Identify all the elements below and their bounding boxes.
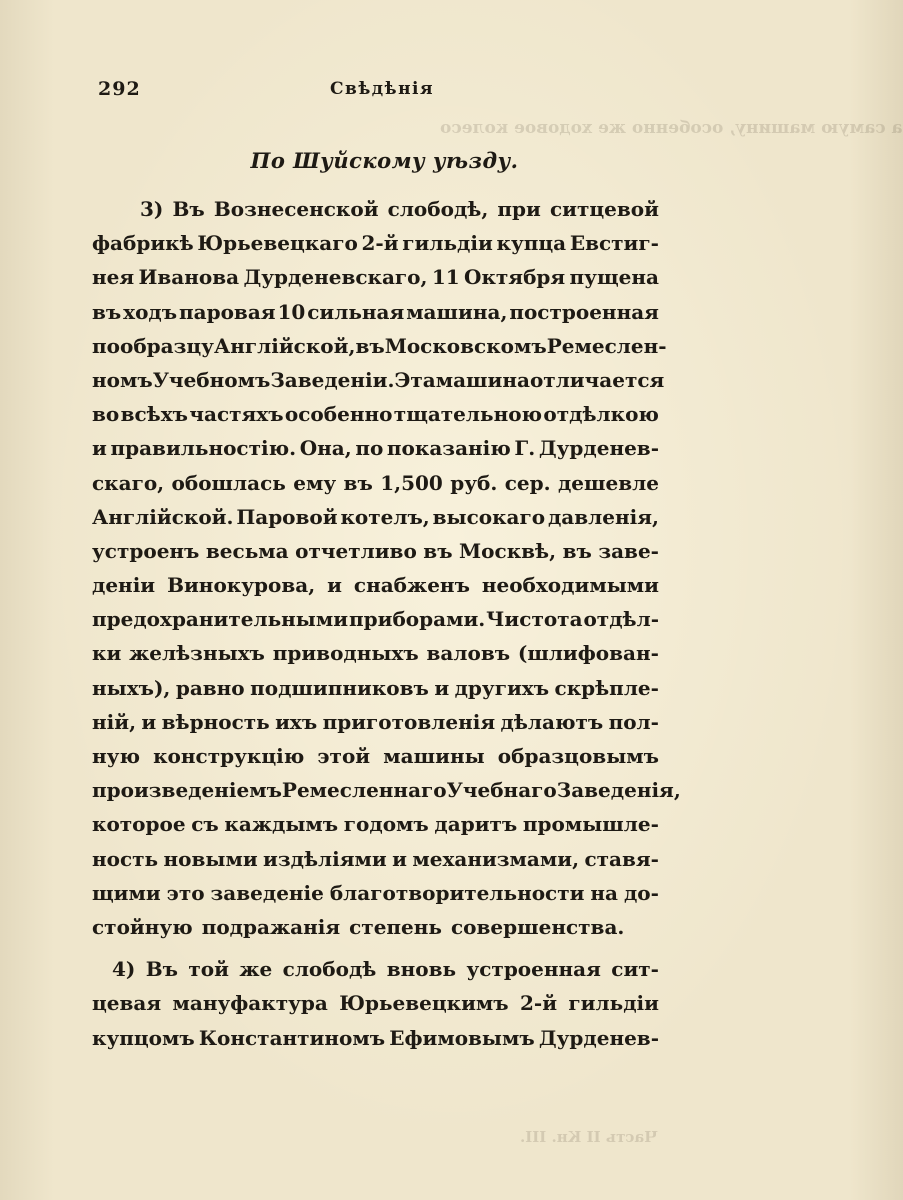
- text-line: ныхъ), равно подшипниковъ и другихъ скрѣпле-: [92, 675, 659, 700]
- section-title: [0, 148, 693, 173]
- section-title-text: По Шуйскому уѣзду.: [250, 148, 519, 173]
- text-line: фабрикѣ Юрьевецкаго 2-й гильдіи купца Евстиг-: [92, 231, 659, 256]
- text-line: деніи Винокурова, и снабженъ необходимыми: [92, 573, 659, 598]
- page-number: 292: [98, 78, 141, 100]
- page-header: [98, 78, 658, 102]
- body-text: [92, 192, 681, 1055]
- text-line: произведеніемъ Ремесленнаго Учебнаго Заведенія,: [92, 778, 681, 803]
- text-line: 3) Въ Вознесенской слободѣ, при ситцевой: [140, 197, 659, 221]
- bleed-through-text: Часть II Кн. III.: [520, 1128, 658, 1146]
- text-line: купцомъ Константиномъ Ефимовымъ Дурденев-: [92, 1025, 659, 1050]
- text-line: предохранительными приборами. Чистота отдѣл-: [92, 607, 659, 632]
- text-line: 4) Въ той же слободѣ вновь устроенная сит-: [112, 957, 659, 982]
- text-line: устроенъ весьма отчетливо въ Москвѣ, въ заве-: [92, 538, 659, 563]
- text-line: которое съ каждымъ годомъ даритъ промышле-: [92, 812, 659, 837]
- text-line: ную конструкцію этой машины образцовымъ: [92, 744, 659, 768]
- bleed-through-text: а самую машину, особенно же ходовое колесо: [440, 118, 903, 138]
- text-line: скаго, обошлась ему въ 1,500 руб. сер. дешевле: [92, 470, 659, 495]
- text-line: ность новыми издѣліями и механизмами, ставя-: [92, 846, 659, 871]
- text-line: Англійской. Паровой котелъ, высокаго давленія,: [92, 504, 659, 529]
- text-line: ки желѣзныхъ приводныхъ валовъ (шлифован-: [92, 641, 659, 666]
- text-line: во всѣхъ частяхъ особенно тщательною отдѣлкою: [92, 402, 659, 427]
- running-head: Свѣдѣнія: [330, 79, 435, 99]
- text-line: стойную подражанія степень совершенства.: [92, 914, 625, 939]
- text-line: ній, и вѣрность ихъ приготовленія дѣлаютъ пол-: [92, 709, 659, 734]
- text-line: по образцу Англійской, въ Московскомъ Ремеслен-: [92, 333, 667, 358]
- text-line: цевая мануфактура Юрьевецкимъ 2-й гильдіи: [92, 991, 659, 1016]
- text-line: номъ Учебномъ Заведеніи. Эта машина отличается: [92, 367, 665, 392]
- text-line: нея Иванова Дурденевскаго, 11 Октября пущена: [92, 265, 659, 290]
- text-line: въ ходъ паровая 10 сильная машина, построенная: [92, 299, 659, 324]
- text-line: щими это заведеніе благотворительности на до-: [92, 880, 659, 905]
- text-line: и правильностію. Она, по показанію Г. Дурденев-: [92, 436, 659, 461]
